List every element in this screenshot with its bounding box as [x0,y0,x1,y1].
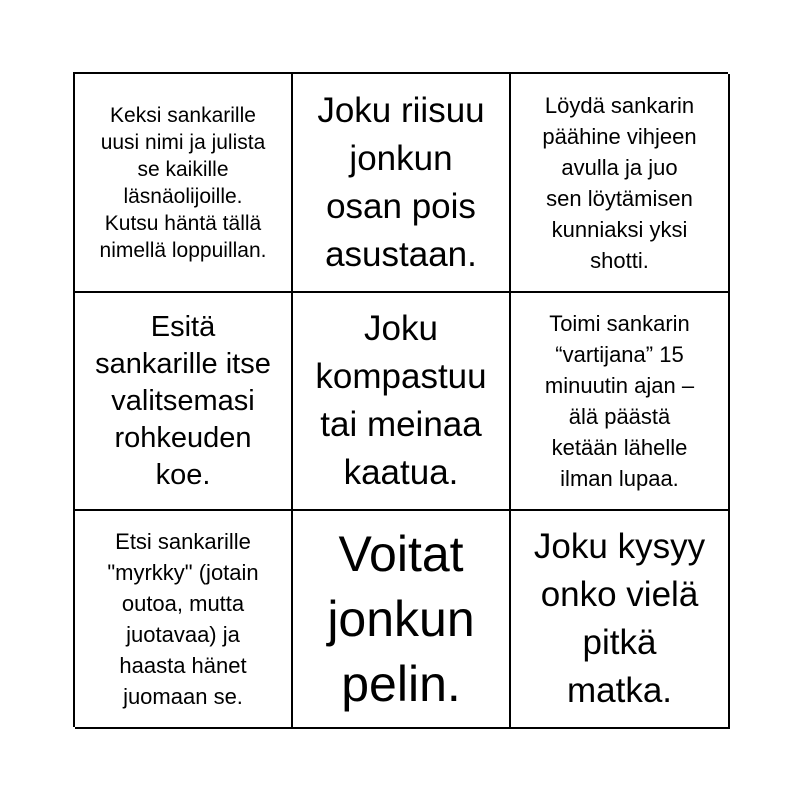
cell-text: Toimi sankarin “vartijana” 15 minuutin ajan – älä päästä ketään lähelle ilman lupaa. [544,311,695,491]
bingo-cell[interactable] [511,293,730,511]
bingo-cell[interactable] [511,74,730,293]
bingo-board [73,72,728,727]
bingo-cell[interactable] [293,293,511,511]
cell-text: Esitä sankarille itse valitsemasi rohkeuden koe. [95,310,271,491]
bingo-cell[interactable] [511,511,730,729]
cell-text: Löydä sankarin päähine vihjeen avulla ja juo sen löytämisen kunniaksi yksi shotti. [542,92,697,273]
cell-text: Joku kysyy onko vielä pitkä matka. [533,527,706,710]
bingo-cell[interactable] [75,293,293,511]
cell-text: Keksi sankarille uusi nimi ja julista se kaikille läsnäolijoille. Kutsu häntä tällä nimellä loppuillan. [99,103,267,262]
cell-text: Joku riisuu jonkun osan pois asustaan. [317,90,485,274]
cell-text: Etsi sankarille "myrkky" (jotain outoa, mutta juotavaa) ja haasta hänet juomaan se. [107,529,259,709]
bingo-cell[interactable] [75,74,293,293]
bingo-cell[interactable] [75,511,293,729]
cell-text: Voitat jonkun pelin. [327,525,475,712]
bingo-cell[interactable] [293,511,511,729]
bingo-cell[interactable] [293,74,511,293]
cell-text: Joku kompastuu tai meinaa kaatua. [315,309,487,492]
